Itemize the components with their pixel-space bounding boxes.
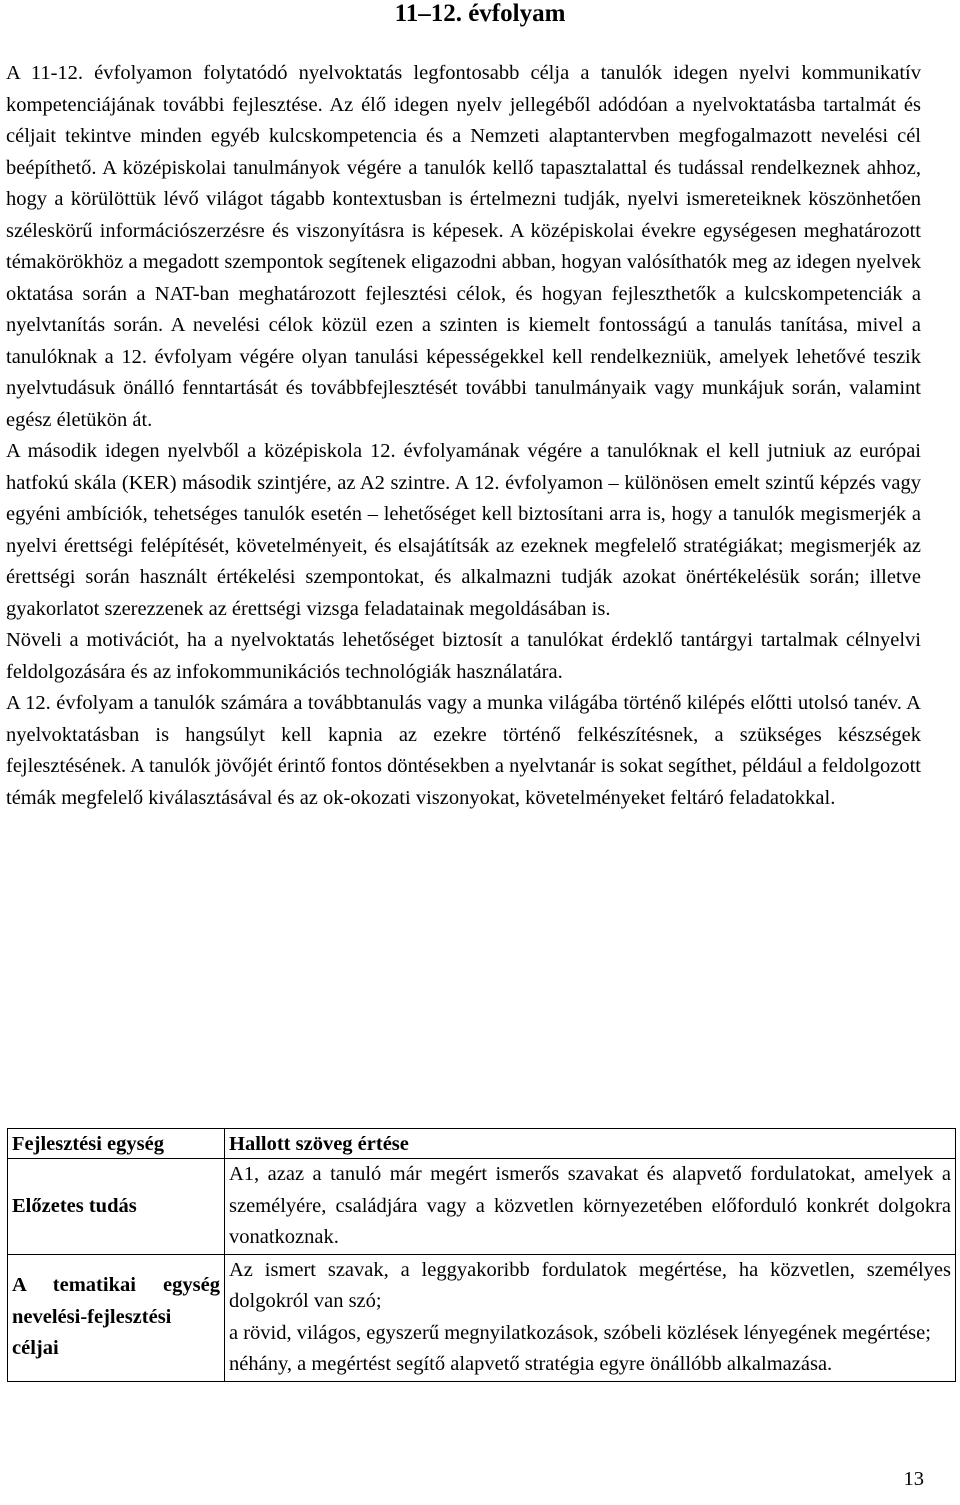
row-text-prior-knowledge: A1, azaz a tanuló már megért ismerős szavakat és alapvető fordulatokat, amelyek a személyére, családjára vagy a közvetlen környezetében előforduló konkrét dolgokra vonatkoznak. — [225, 1159, 956, 1255]
table-row — [8, 1254, 956, 1381]
paragraph: A 12. évfolyam a tanulók számára a továbbtanulás vagy a munka világába történő kilépés előtti utolsó tanév. A nyelvoktatásban is hangsúlyt kell kapnia az ezekre történő felkészítésnek, a szükséges készségek fejlesztésének. A tanulók jövőjét érintő fontos döntésekben a nyelvtanár is sokat segíthet, például a feldolgozott témák megfelelő kiválasztásával és az ok-okozati viszonyokat, követelményeket feltáró feladatokkal. — [6, 692, 921, 809]
paragraph: A 11-12. évfolyamon folytatódó nyelvoktatás legfontosabb célja a tanulók idegen nyelvi kommunikatív kompetenciájának további fejlesztése. Az élő idegen nyelv jellegéből adódóan a nyelvoktatásba tartalmát és céljait tekintve minden egyéb kulcskompetencia és a Nemzeti alaptantervben megfogalmazott nevelési cél beépíthető. A középiskolai tanulmányok végére a tanulók kellő tapasztalattal és tudással rendelkeznek ahhoz, hogy a körülöttük lévő világot tágabb kontextusban is értelmezni tudják, nyelvi ismereteiknek köszönhetően széleskörű információszerzésre és viszonyításra is képesek. A középiskolai évekre egységesen meghatározott témakörökhöz a megadott szempontok segítenek eligazodni abban, hogyan valósíthatók meg az idegen nyelvek oktatása során a NAT-ban meghatározott fejlesztési célok, és hogyan fejleszthetők a kulcskompetenciák a nyelvtanítás során. A nevelési célok közül ezen a szinten is kiemelt fontosságú a tanulás tanítása, mivel a tanulóknak a 12. évfolyam végére olyan tanulási képességekkel kell rendelkezniük, amelyek lehetővé teszik nyelvtudásuk önálló fenntartását és továbbfejlesztését további tanulmányaik vagy munkájuk során, valamint egész életükön át. — [6, 62, 921, 431]
row-label-goals: A tematikai egység nevelési-fejlesztési céljai — [8, 1254, 225, 1381]
row-goals — [225, 1254, 956, 1381]
goal-item: a rövid, világos, egyszerű megnyilatkozások, szóbeli közlések lényegének megértése; — [229, 1321, 931, 1344]
row-label-prior-knowledge: Előzetes tudás — [8, 1159, 225, 1255]
development-unit-table — [7, 1128, 956, 1382]
body-text — [6, 58, 921, 814]
table-header-row — [8, 1129, 956, 1159]
header-cell-unit: Fejlesztési egység — [8, 1129, 225, 1159]
paragraph: A második idegen nyelvből a középiskola 12. évfolyamának végére a tanulóknak el kell jutniuk az európai hatfokú skála (KER) második szintjére, az A2 szintre. A 12. évfolyamon – különösen emelt szintű képzés vagy egyéni ambíciók, tehetséges tanulók esetén – lehetőséget kell biztosítani arra is, hogy a tanulók megismerjék a nyelvi érettségi felépítését, követelményeit, és elsajátítsák az ezeknek megfelelő stratégiákat; megismerjék az érettségi során használt értékelési szempontokat, és alkalmazni tudják azokat önértékelésük során; illetve gyakorlatot szerezzenek az érettségi vizsga feladatainak megoldásában is. — [6, 440, 921, 620]
goal-item: Az ismert szavak, a leggyakoribb fordulatok megértése, ha közvetlen, személyes dolgokról van szó; — [229, 1258, 951, 1312]
goal-item: néhány, a megértést segítő alapvető stratégia egyre önállóbb alkalmazása. — [229, 1353, 833, 1375]
table-row — [8, 1159, 956, 1255]
header-cell-topic: Hallott szöveg értése — [225, 1129, 956, 1159]
page-title: 11–12. évfolyam — [394, 0, 566, 27]
page-number: 13 — [903, 1468, 924, 1490]
paragraph: Növeli a motivációt, ha a nyelvoktatás lehetőséget biztosít a tanulókat érdeklő tantárgyi tartalmak célnyelvi feldolgozására és az infokommunikációs technológiák használatára. — [6, 629, 921, 683]
